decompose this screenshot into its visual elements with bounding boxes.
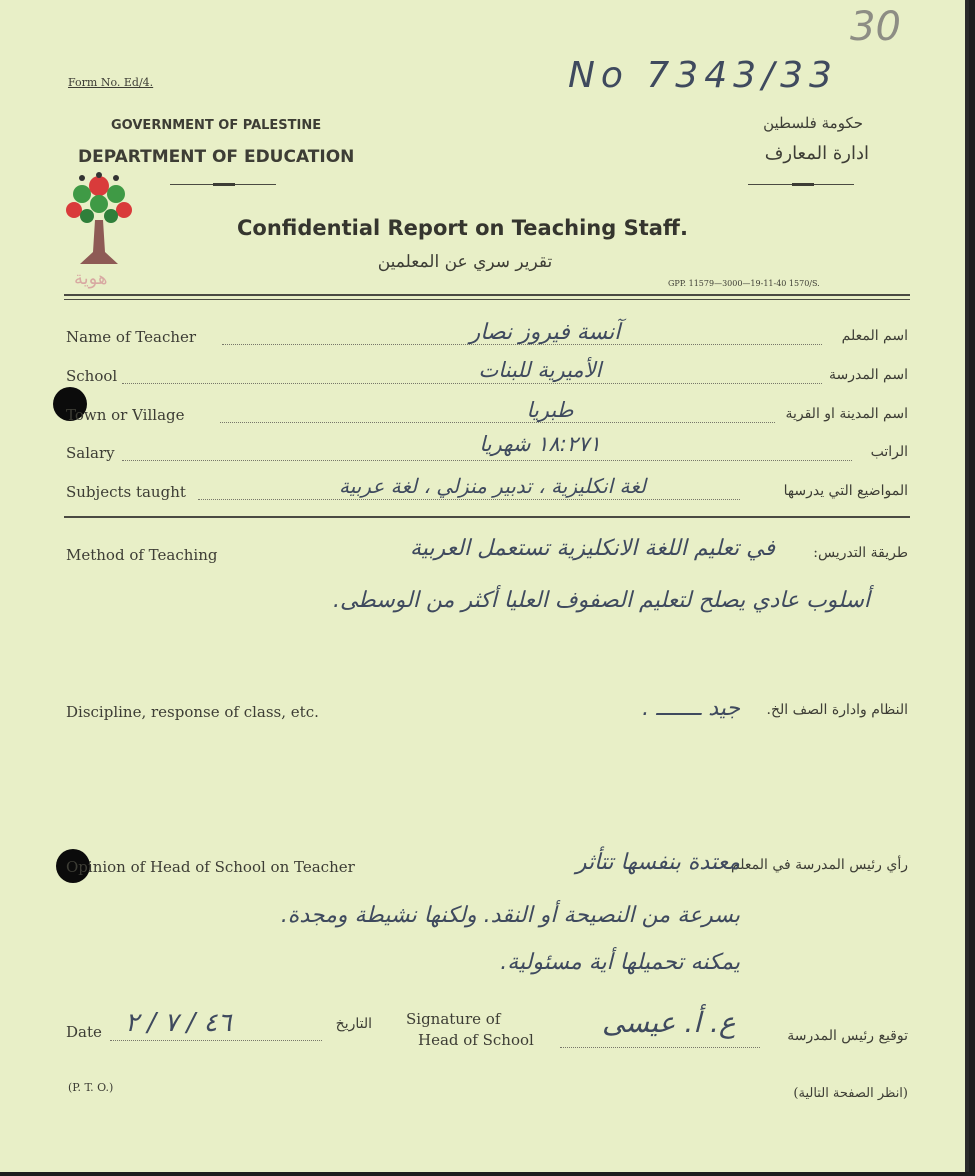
date-label: Date	[66, 1023, 102, 1041]
town-label-ar: اسم المدينة او القرية	[785, 406, 908, 422]
opinion-line-2: بسرعة من النصيحة أو النقد. ولكنها نشيطة ومجدة.	[280, 903, 740, 928]
signature-label-ar: توقيع رئيس المدرسة	[787, 1028, 908, 1044]
opinion-label: Opinion of Head of School on Teacher	[66, 858, 355, 876]
teacher-name-value: آنسة فيروز نصار	[469, 320, 621, 345]
page-number: 30	[850, 4, 901, 50]
signature-label-2: Head of School	[418, 1031, 534, 1049]
header-dash-left	[213, 183, 235, 186]
opinion-line-1: معتدة بنفسها تتأثر	[575, 850, 740, 875]
report-title: Confidential Report on Teaching Staff.	[237, 216, 688, 240]
double-rule-top	[64, 294, 910, 296]
date-label-ar: التاريخ	[335, 1016, 372, 1032]
report-title-ar: تقرير سري عن المعلمين	[377, 252, 553, 272]
government-title-ar: حكومة فلسطين	[763, 114, 863, 132]
see-next-page-note: (انظر الصفحة التالية)	[793, 1086, 908, 1101]
subjects-label-ar: المواضيع التي يدرسها	[783, 483, 908, 499]
discipline-value: جيد ـــــــ .	[642, 696, 740, 721]
school-label: School	[66, 367, 118, 385]
salary-line	[122, 460, 852, 461]
method-line-2: أسلوب عادي يصلح لتعليم الصفوف العليا أكثر من الوسطى.	[332, 588, 870, 613]
signature-value: ع. أ. عيسى	[602, 1006, 736, 1039]
header-dash-right	[792, 183, 814, 186]
government-title: GOVERNMENT OF PALESTINE	[111, 118, 322, 133]
department-title: DEPARTMENT OF EDUCATION	[78, 147, 355, 167]
salary-label: Salary	[66, 444, 115, 462]
department-title-ar: ادارة المعارف	[764, 143, 869, 164]
subjects-label: Subjects taught	[66, 483, 186, 501]
method-label: Method of Teaching	[66, 546, 218, 564]
salary-label-ar: الراتب	[870, 444, 908, 460]
form-number: Form No. Ed/4.	[68, 76, 154, 89]
teacher-name-label: Name of Teacher	[66, 328, 197, 346]
reference-number: No 7343/33	[568, 55, 838, 96]
opinion-label-ar: رأي رئيس المدرسة في المعلم	[730, 857, 908, 873]
subjects-value: لغة انكليزية ، تدبير منزلي ، لغة عربية	[338, 474, 647, 498]
discipline-label-ar: النظام وادارة الصف الخ.	[766, 702, 908, 718]
method-line-1: في تعليم اللغة الانكليزية تستعمل العربية	[409, 536, 775, 561]
town-label: Town or Village	[66, 406, 185, 424]
teacher-name-label-ar: اسم المعلم	[841, 328, 908, 344]
school-label-ar: اسم المدرسة	[829, 367, 908, 383]
gpp-code: GPP. 11579—3000—19-11-40 1570/S.	[668, 279, 820, 288]
date-line	[110, 1040, 322, 1041]
signature-line	[560, 1047, 760, 1048]
town-value: طبريا	[526, 398, 574, 422]
signature-label-1: Signature of	[406, 1010, 501, 1028]
subjects-line	[198, 499, 740, 500]
salary-value: ١٨:٢٧١ شهريا	[479, 432, 601, 456]
discipline-label: Discipline, response of class, etc.	[66, 703, 319, 721]
pto-note: (P. T. O.)	[68, 1081, 114, 1094]
school-line	[122, 383, 822, 384]
method-label-ar: طريقة التدريس:	[813, 545, 908, 561]
school-value: الأميرية للبنات	[478, 358, 602, 382]
fields-bottom-rule	[64, 516, 910, 518]
town-line	[220, 422, 775, 423]
double-rule-bottom	[64, 299, 910, 300]
opinion-line-3: يمكنه تحميلها أية مسئولية.	[500, 950, 740, 975]
watermark-logo	[58, 172, 140, 292]
watermark-logo-text: هوية	[74, 268, 108, 289]
date-value: ٤٦ / ٧ / ٢	[125, 1008, 232, 1038]
